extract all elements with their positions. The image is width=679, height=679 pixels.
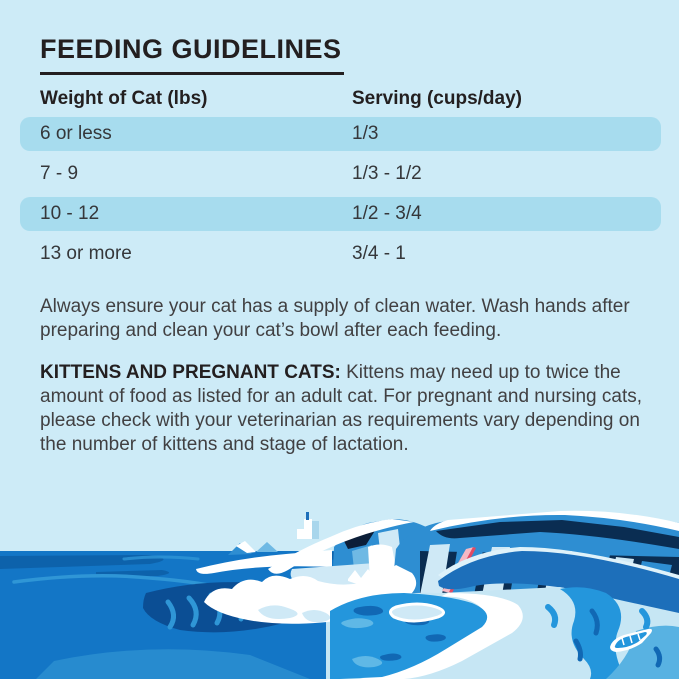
table-header-row <box>20 86 661 112</box>
column-header-weight: Weight of Cat (lbs) <box>40 88 208 109</box>
weight-cell: 13 or more <box>40 243 132 264</box>
feeding-table <box>20 86 661 277</box>
serving-cell: 3/4 - 1 <box>352 243 406 264</box>
table-row <box>20 117 661 151</box>
kittens-note-text: Kittens may need up to twice the amount of food as listed for an adult cat. For pregnant and nursing cats, please check with your veterinarian as requirements vary depending on the number of kittens and stage of lactation. <box>40 362 643 455</box>
water-note: Always ensure your cat has a supply of clean water. Wash hands after preparing and clean your cat’s bowl after each feeding. <box>40 296 630 341</box>
serving-cell: 1/3 <box>352 123 379 144</box>
table-row <box>20 157 661 191</box>
weight-cell: 10 - 12 <box>40 203 100 224</box>
kittens-note-label: KITTENS AND PREGNANT CATS: <box>40 362 341 383</box>
serving-cell: 1/2 - 3/4 <box>352 203 422 224</box>
serving-cell: 1/3 - 1/2 <box>352 163 422 184</box>
table-row <box>20 237 661 271</box>
weight-cell: 6 or less <box>40 123 112 144</box>
table-row <box>20 197 661 231</box>
column-header-serving: Serving (cups/day) <box>352 88 522 109</box>
weight-cell: 7 - 9 <box>40 163 79 184</box>
coastal-illustration <box>0 489 679 679</box>
page-title: FEEDING GUIDELINES <box>40 36 344 75</box>
kittens-note <box>40 361 646 457</box>
